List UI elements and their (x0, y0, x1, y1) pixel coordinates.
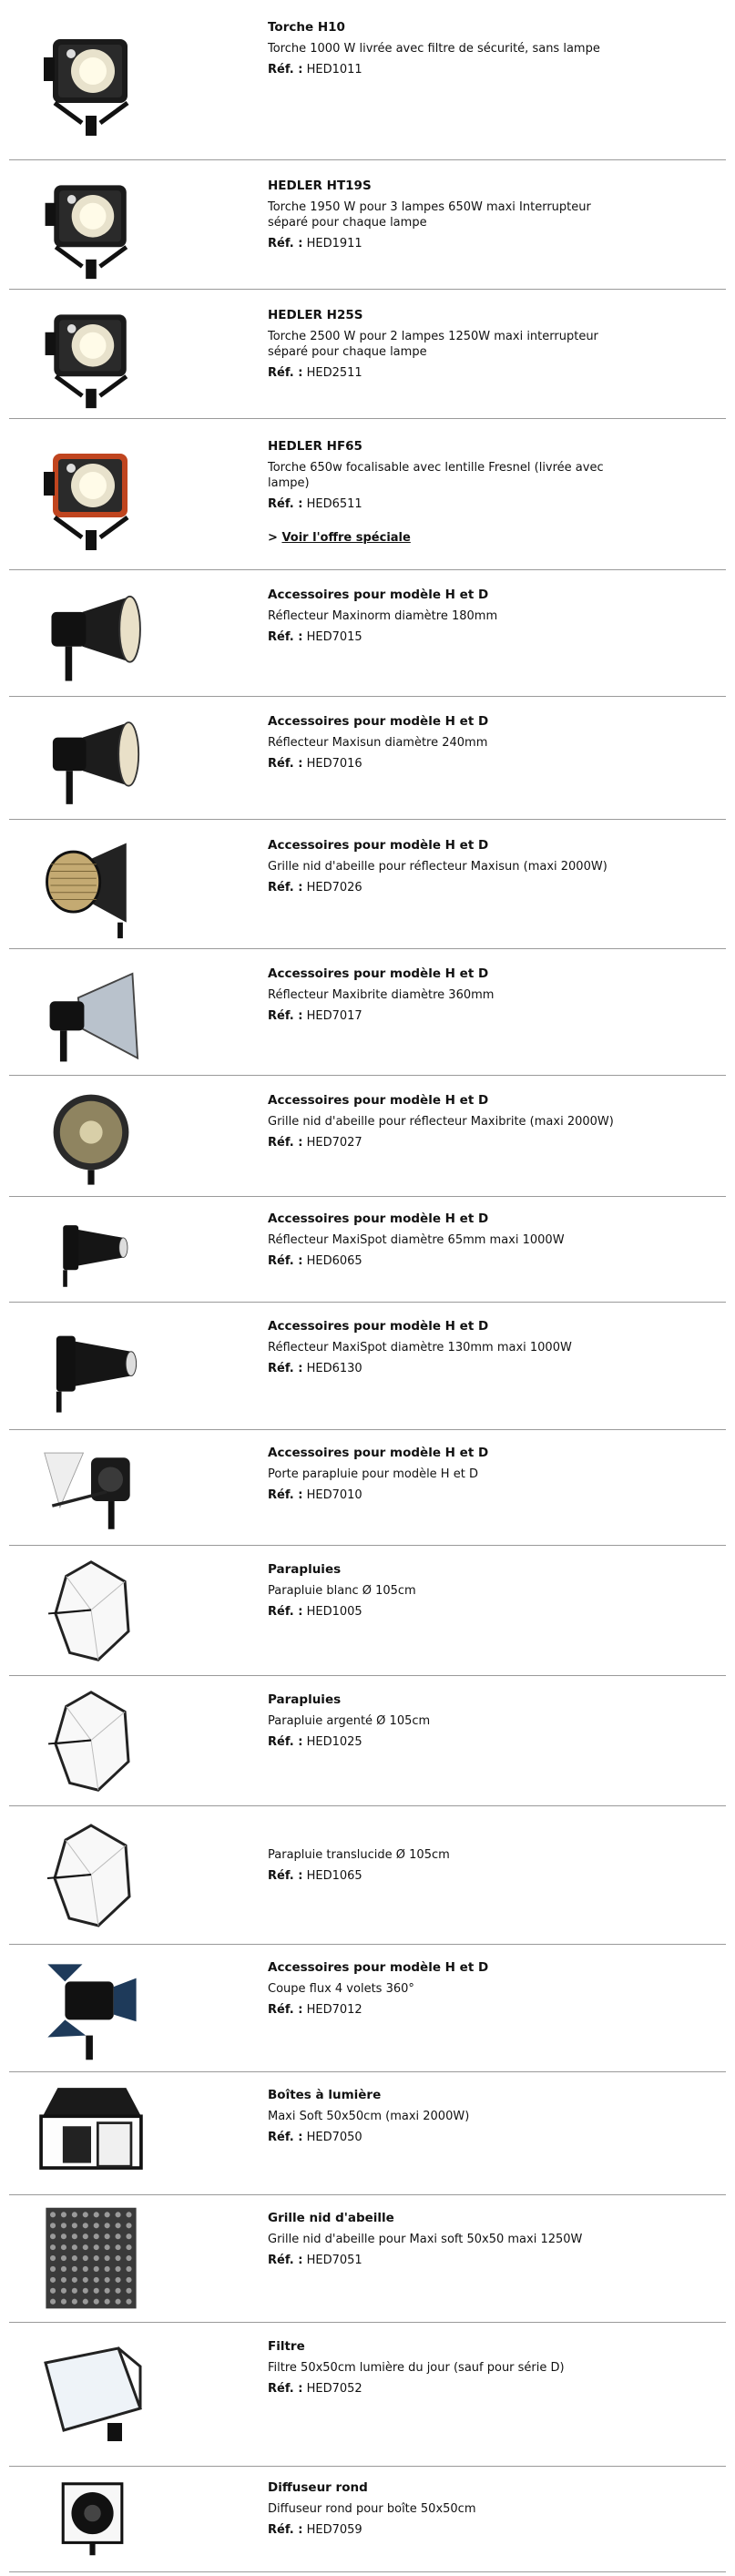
reference-value: HED7050 (306, 2131, 362, 2144)
product-title: Accessoires pour modèle H et D (268, 1446, 489, 1460)
product-info (268, 2480, 632, 2538)
reference-label: Réf. : (268, 237, 303, 250)
product-thumbnail[interactable] (27, 2080, 155, 2188)
product-row (9, 697, 726, 820)
product-info (268, 1847, 632, 1884)
umbrella-icon (27, 1553, 155, 1669)
reference-value: HED1011 (306, 63, 362, 77)
product-info (268, 179, 632, 251)
product-info (268, 838, 632, 895)
product-description: Parapluie argenté Ø 105cm (268, 1714, 431, 1728)
product-title: Accessoires pour modèle H et D (268, 838, 489, 853)
reference-label: Réf. : (268, 757, 303, 771)
product-description: Maxi Soft 50x50cm (maxi 2000W) (268, 2110, 470, 2123)
product-reference (268, 756, 632, 772)
product-title: Boîtes à lumière (268, 2088, 382, 2102)
reference-label: Réf. : (268, 1254, 303, 1268)
reference-value: HED7052 (306, 2382, 362, 2396)
product-reference (268, 880, 632, 895)
product-reference (268, 1008, 632, 1024)
reference-value: HED6511 (306, 497, 362, 511)
product-reference (268, 236, 632, 251)
reference-value: HED7010 (306, 1488, 362, 1502)
reference-label: Réf. : (268, 1605, 303, 1619)
product-row (9, 1806, 726, 1945)
product-reference (268, 2253, 632, 2268)
product-description: Grille nid d'abeille pour Maxi soft 50x50 maxi 1250W (268, 2233, 583, 2246)
product-info (268, 1093, 632, 1150)
product-thumbnail[interactable] (27, 827, 155, 942)
product-row (9, 0, 726, 160)
reference-label: Réf. : (268, 2523, 303, 2537)
reference-value: HED7051 (306, 2254, 362, 2267)
product-description: Réflecteur MaxiSpot diamètre 130mm maxi 1000W (268, 1341, 572, 1354)
product-title: Grille nid d'abeille (268, 2211, 394, 2225)
product-reference (268, 1734, 632, 1750)
reference-label: Réf. : (268, 2003, 303, 2017)
product-reference (268, 1361, 632, 1376)
reference-value: HED1005 (306, 1605, 362, 1619)
product-thumbnail[interactable] (27, 1553, 155, 1669)
product-info (268, 2211, 632, 2268)
product-info (268, 714, 632, 772)
product-thumbnail[interactable] (27, 704, 155, 813)
product-info (268, 588, 632, 645)
product-row (9, 1430, 726, 1546)
product-reference (268, 629, 632, 645)
product-reference (268, 1604, 632, 1620)
product-thumbnail[interactable] (27, 426, 155, 563)
reference-label: Réf. : (268, 2131, 303, 2144)
product-title: Diffuseur rond (268, 2480, 368, 2495)
product-title: HEDLER HF65 (268, 439, 362, 454)
reflector-icon (27, 578, 155, 690)
reference-label: Réf. : (268, 881, 303, 894)
reference-value: HED1025 (306, 1735, 362, 1749)
product-info (268, 1692, 632, 1750)
product-thumbnail[interactable] (27, 1083, 155, 1190)
product-thumbnail[interactable] (27, 7, 155, 153)
product-reference (268, 496, 632, 512)
reference-value: HED7017 (306, 1009, 362, 1023)
product-title: Torche H10 (268, 20, 345, 35)
product-row (9, 1945, 726, 2072)
reference-value: HED7026 (306, 881, 362, 894)
product-row (9, 290, 726, 419)
reference-label: Réf. : (268, 630, 303, 644)
reference-value: HED7015 (306, 630, 362, 644)
reflector-icon (27, 704, 155, 813)
product-thumbnail[interactable] (27, 578, 155, 690)
fresnel-lamp-icon (27, 435, 155, 554)
product-title: Parapluies (268, 1692, 342, 1707)
reference-label: Réf. : (268, 366, 303, 380)
product-info (268, 439, 632, 546)
product-description: Torche 650w focalisable avec lentille Fresnel (livrée avec lampe) (268, 461, 604, 490)
snoot-icon (27, 1310, 155, 1423)
product-title: Accessoires pour modèle H et D (268, 588, 489, 602)
product-info (268, 1211, 632, 1269)
reference-value: HED1065 (306, 1869, 362, 1883)
product-reference (268, 365, 632, 381)
product-description: Grille nid d'abeille pour réflecteur Maxibrite (maxi 2000W) (268, 1115, 614, 1129)
product-thumbnail[interactable] (27, 2474, 155, 2565)
product-description: Filtre 50x50cm lumière du jour (sauf pour série D) (268, 2361, 565, 2375)
product-thumbnail[interactable] (27, 2203, 155, 2315)
product-description: Parapluie translucide Ø 105cm (268, 1848, 450, 1862)
product-row (9, 1197, 726, 1303)
product-row (9, 1676, 726, 1806)
barn-doors-icon (27, 1952, 155, 2065)
product-description: Torche 1950 W pour 3 lampes 650W maxi Interrupteur séparé pour chaque lampe (268, 200, 591, 230)
product-info (268, 1446, 632, 1503)
product-info (268, 1562, 632, 1620)
product-description: Réflecteur Maxibrite diamètre 360mm (268, 988, 495, 1002)
special-offer-link[interactable]: Voir l'offre spéciale (281, 531, 411, 545)
wide-reflector-icon (27, 956, 155, 1068)
product-reference (268, 2130, 632, 2145)
reference-label: Réf. : (268, 497, 303, 511)
umbrella-icon (27, 1816, 155, 1935)
product-thumbnail[interactable] (27, 297, 155, 412)
product-description: Parapluie blanc Ø 105cm (268, 1584, 416, 1598)
umbrella-holder-icon (27, 1437, 155, 1538)
product-info (268, 2339, 632, 2397)
product-title: Accessoires pour modèle H et D (268, 1093, 489, 1108)
product-title: Parapluies (268, 1562, 342, 1577)
product-row (9, 2467, 726, 2572)
product-description: Torche 2500 W pour 2 lampes 1250W maxi interrupteur séparé pour chaque lampe (268, 330, 598, 359)
product-title: Accessoires pour modèle H et D (268, 1211, 489, 1226)
product-info (268, 1319, 632, 1376)
product-description: Porte parapluie pour modèle H et D (268, 1467, 478, 1481)
reference-label: Réf. : (268, 1488, 303, 1502)
product-info (268, 966, 632, 1024)
product-reference (268, 2381, 632, 2397)
product-thumbnail[interactable] (27, 168, 155, 282)
torch-lamp-icon (27, 297, 155, 412)
reference-value: HED7027 (306, 1136, 362, 1150)
product-reference (268, 1135, 632, 1150)
reference-value: HED6130 (306, 1362, 362, 1375)
product-row (9, 160, 726, 290)
product-info (268, 308, 632, 381)
product-row (9, 1303, 726, 1430)
product-title: Accessoires pour modèle H et D (268, 1319, 489, 1334)
product-row (9, 1076, 726, 1197)
offer-arrow: > (268, 531, 278, 545)
product-info (268, 2088, 632, 2145)
product-thumbnail[interactable] (27, 1437, 155, 1538)
product-thumbnail[interactable] (27, 1204, 155, 1295)
product-description: Grille nid d'abeille pour réflecteur Maxisun (maxi 2000W) (268, 860, 607, 874)
product-thumbnail[interactable] (27, 1814, 155, 1937)
product-thumbnail[interactable] (27, 1952, 155, 2065)
product-row (9, 949, 726, 1076)
product-thumbnail[interactable] (27, 956, 155, 1068)
grid-panel-icon (27, 2203, 155, 2315)
product-thumbnail[interactable] (27, 2330, 155, 2459)
product-title: Accessoires pour modèle H et D (268, 966, 489, 981)
product-description: Réflecteur Maxisun diamètre 240mm (268, 736, 488, 750)
softbox-icon (27, 2080, 155, 2188)
umbrella-icon (27, 1683, 155, 1799)
reference-label: Réf. : (268, 1735, 303, 1749)
product-description: Diffuseur rond pour boîte 50x50cm (268, 2502, 476, 2516)
round-diffuser-icon (27, 2474, 155, 2565)
reference-value: HED1911 (306, 237, 362, 250)
reference-label: Réf. : (268, 2382, 303, 2396)
product-reference (268, 1487, 632, 1503)
product-row (9, 570, 726, 697)
filter-icon (27, 2336, 155, 2454)
product-row (9, 2323, 726, 2467)
product-reference (268, 62, 632, 77)
product-description: Réflecteur MaxiSpot diamètre 65mm maxi 1000W (268, 1233, 565, 1247)
product-description: Torche 1000 W livrée avec filtre de sécurité, sans lampe (268, 42, 600, 56)
reference-label: Réf. : (268, 1009, 303, 1023)
product-thumbnail[interactable] (27, 1310, 155, 1423)
product-row (9, 1546, 726, 1676)
product-description: Réflecteur Maxinorm diamètre 180mm (268, 609, 498, 623)
reference-label: Réf. : (268, 1136, 303, 1150)
product-title: HEDLER HT19S (268, 179, 372, 193)
special-offer (268, 530, 632, 546)
product-info (268, 1960, 632, 2018)
product-reference (268, 2002, 632, 2018)
reference-value: HED6065 (306, 1254, 362, 1268)
product-row (9, 820, 726, 949)
reference-value: HED7059 (306, 2523, 362, 2537)
honeycomb-reflector-icon (27, 827, 155, 942)
reference-label: Réf. : (268, 1362, 303, 1375)
torch-lamp-icon (27, 168, 155, 282)
product-reference (268, 1868, 632, 1884)
round-grid-icon (27, 1083, 155, 1190)
product-title: Filtre (268, 2339, 305, 2354)
product-title: HEDLER H25S (268, 308, 363, 322)
product-reference (268, 2522, 632, 2538)
product-thumbnail[interactable] (27, 1683, 155, 1799)
product-info (268, 20, 632, 77)
product-description: Coupe flux 4 volets 360° (268, 1982, 414, 1996)
product-reference (268, 1253, 632, 1269)
reference-label: Réf. : (268, 2254, 303, 2267)
product-row (9, 2195, 726, 2323)
product-title: Accessoires pour modèle H et D (268, 1960, 489, 1975)
reference-value: HED7012 (306, 2003, 362, 2017)
reference-value: HED7016 (306, 757, 362, 771)
product-row (9, 419, 726, 570)
reference-label: Réf. : (268, 63, 303, 77)
torch-lamp-icon (27, 21, 155, 139)
snoot-icon (27, 1204, 155, 1295)
product-title: Accessoires pour modèle H et D (268, 714, 489, 729)
reference-label: Réf. : (268, 1869, 303, 1883)
product-row (9, 2072, 726, 2195)
reference-value: HED2511 (306, 366, 362, 380)
